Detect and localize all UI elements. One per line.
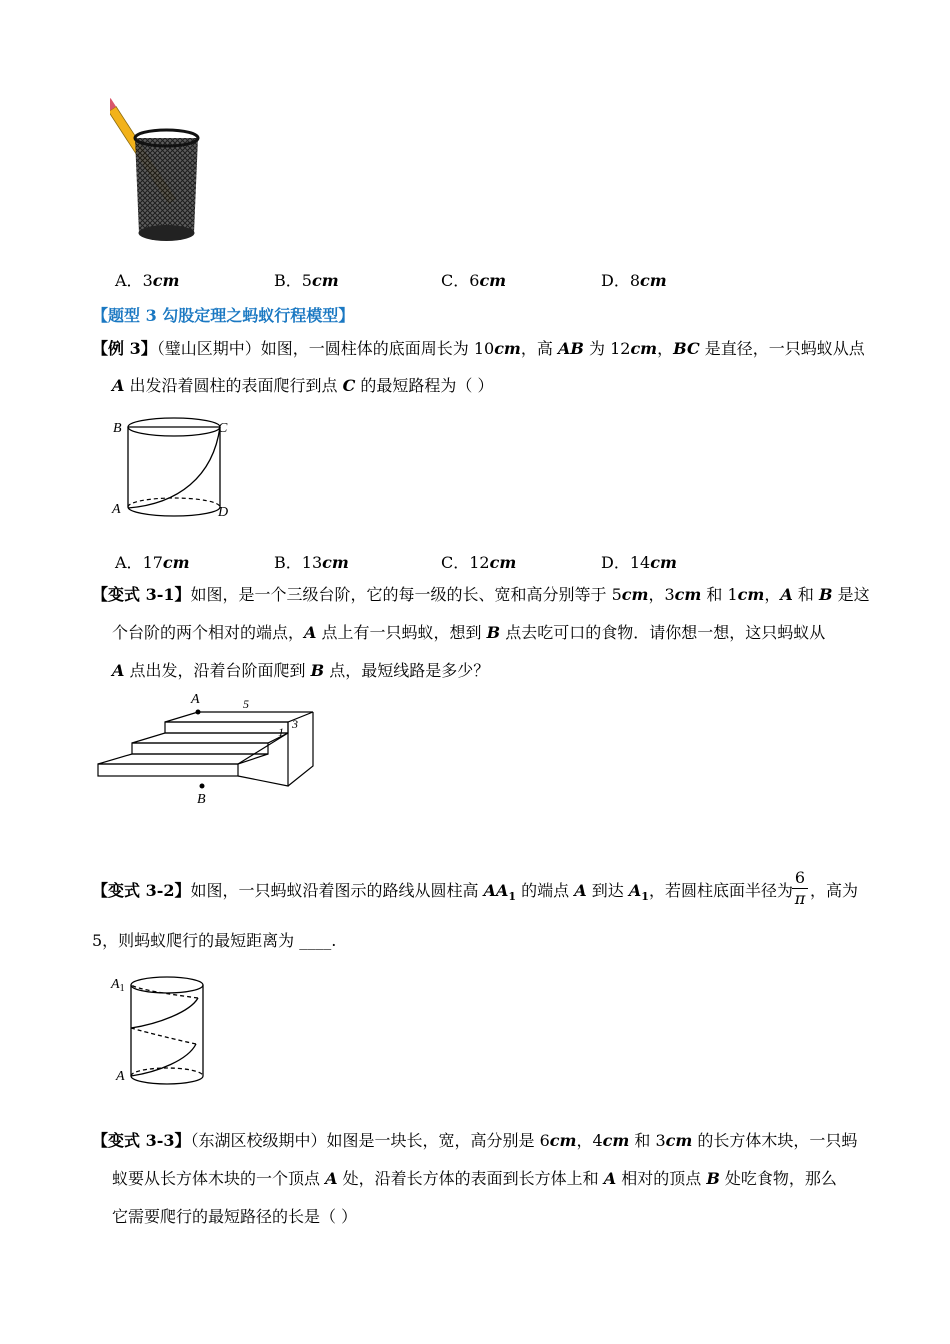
fraction-numerator: 6 xyxy=(792,868,808,889)
fig1-label-b: B xyxy=(113,421,122,436)
prev-option-a: A．3cm xyxy=(115,271,180,290)
stairs-label-3: 3 xyxy=(292,717,298,731)
stairs-label-1: 1 xyxy=(278,725,284,739)
stairs-label-b: B xyxy=(197,792,206,807)
variant31-line1: 【变式 3-1】如图，是一个三级台阶，它的每一级的长、宽和高分别等于 5cm，3cm 和 1cm，A 和 B 是这 xyxy=(92,585,870,604)
variant33-line2: 蚁要从长方体木块的一个顶点 A 处，沿着长方体的表面到长方体上和 A 相对的顶点 B 处吃食物，那么 xyxy=(112,1169,837,1188)
answer-blank[interactable]: ____ xyxy=(299,931,332,950)
prev-option-d: D．8cm xyxy=(601,271,667,290)
section-heading: 【题型 3 勾股定理之蚂蚁行程模型】 xyxy=(92,306,355,325)
ex3-option-a: A．17cm xyxy=(115,553,190,572)
fig2-label-a: A xyxy=(116,1069,125,1084)
stairs-label-a: A xyxy=(191,692,200,707)
example3-line1: 【例 3】（璧山区期中）如图，一圆柱体的底面周长为 10cm，高 AB 为 12cm，BC 是直径，一只蚂蚁从点 xyxy=(92,339,865,358)
fig2-label-a1: $A_1$ xyxy=(111,977,125,994)
variant32-line2: 5，则蚂蚁爬行的最短距离为 ____. xyxy=(92,931,337,950)
fig1-label-c: C xyxy=(218,421,228,436)
prev-option-c: C．6cm xyxy=(441,271,507,290)
variant33-line1: 【变式 3-3】（东湖区校级期中）如图是一块长，宽，高分别是 6cm，4cm 和 3cm 的长方体木块，一只蚂 xyxy=(92,1131,858,1150)
fig1-label-a: A xyxy=(112,502,121,517)
variant31-line2: 个台阶的两个相对的端点，A 点上有一只蚂蚁，想到 B 点去吃可口的食物．请你想一想，这只蚂蚁从 xyxy=(112,623,826,642)
example3-line2: A 出发沿着圆柱的表面爬行到点 C 的最短路程为（ ） xyxy=(112,376,494,395)
ex3-option-c: C．12cm xyxy=(441,553,517,572)
cylinder-figure-aa1 xyxy=(108,968,218,1100)
fig1-label-d: D xyxy=(218,505,229,520)
ex3-option-b: B．13cm xyxy=(274,553,349,572)
variant32-line1-end: ，高为 xyxy=(810,881,859,900)
variant33-line3: 它需要爬行的最短路径的长是（ ） xyxy=(112,1207,358,1226)
ex3-option-d: D．14cm xyxy=(601,553,677,572)
prev-option-b: B．5cm xyxy=(274,271,339,290)
stairs-label-5: 5 xyxy=(243,697,249,711)
variant31-line3: A 点出发，沿着台阶面爬到 B 点，最短线路是多少？ xyxy=(112,661,490,680)
variant32-line1: 【变式 3-2】如图，一只蚂蚁沿着图示的路线从圆柱高 $AA_1$ 的端点 A 到达 $A_1$，若圆柱底面半径为 xyxy=(92,881,793,904)
stairs-figure xyxy=(88,688,328,810)
cylinder-figure-abcd xyxy=(108,412,238,522)
pencil-holder-image xyxy=(110,98,210,248)
fraction-denominator: π xyxy=(794,889,806,908)
radius-fraction xyxy=(792,868,808,909)
